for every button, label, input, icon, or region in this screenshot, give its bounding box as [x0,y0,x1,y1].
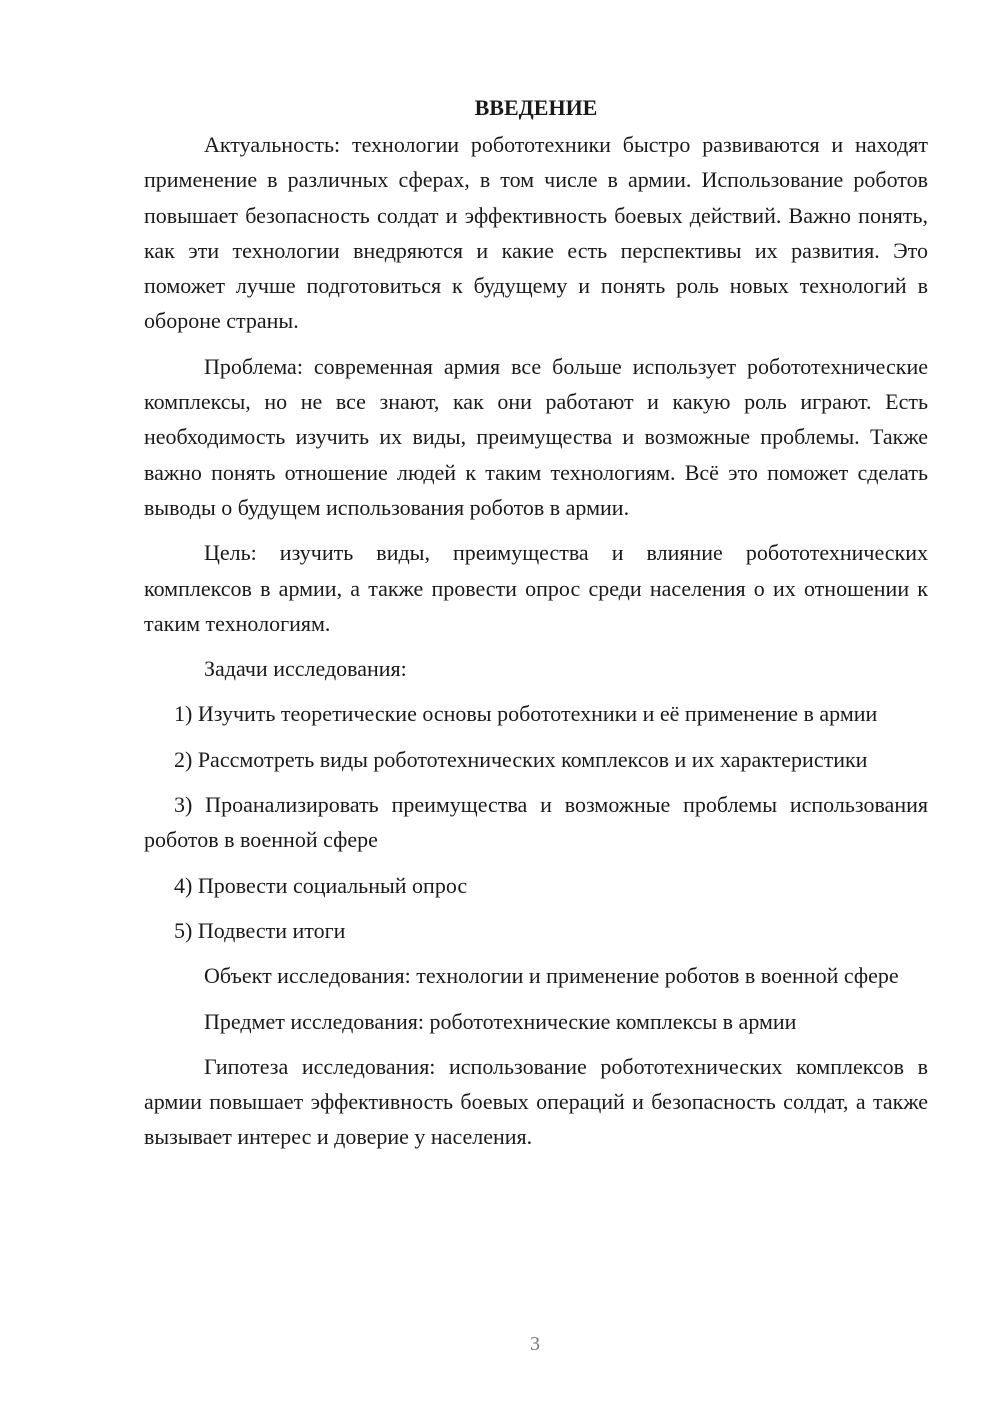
paragraph-subject: Предмет исследования: робототехнические комплексы в армии [204,1008,797,1034]
task-item-2: 2) Рассмотреть виды робототехнических комплексов и их характеристики [174,746,868,772]
page-number: 3 [530,1333,540,1355]
paragraph-goal: Цель: изучить виды, преимущества и влияние робототехнических комплексов в армии, а также провести опрос среди населения о их отношении к таким технологиям. [144,540,928,636]
paragraph-problem: Проблема: современная армия все больше использует робототехнические комплексы, но не все знают, как они работают и какую роль играют. Есть необходимость изучить их виды, преимущества и возможные проблемы. Также важно понять отношение людей к таким технологиям. Всё это поможет сделать выводы о будущем использования роботов в армии. [144,353,928,520]
paragraph-hypothesis: Гипотеза исследования: использование робототехнических комплексов в армии повышает эффективность боевых операций и безопасность солдат, а также вызывает интерес и доверие у населения. [144,1053,928,1150]
paragraph-relevance: Актуальность: технологии робототехники быстро развиваются и находят применение в различных сферах, в том числе в армии. Использование роботов повышает безопасность солдат и эффективность боевых действий. Важно понять, как эти технологии внедряются и какие есть перспективы их развития. Это поможет лучше подготовиться к будущему и понять роль новых технологий в обороне страны. [144,132,928,334]
task-item-5: 5) Подвести итоги [174,917,346,943]
paragraph-object: Объект исследования: технологии и применение роботов в военной сфере [204,963,899,989]
task-item-4: 4) Провести социальный опрос [174,872,468,898]
document-page [144,90,928,1165]
tasks-heading: Задачи исследования: [204,656,407,682]
task-item-3: 3) Проанализировать преимущества и возможные проблемы использования роботов в военной сфере [144,792,928,853]
task-item-1: 1) Изучить теоретические основы робототехники и её применение в армии [174,701,878,727]
page-title: ВВЕДЕНИЕ [474,95,598,120]
